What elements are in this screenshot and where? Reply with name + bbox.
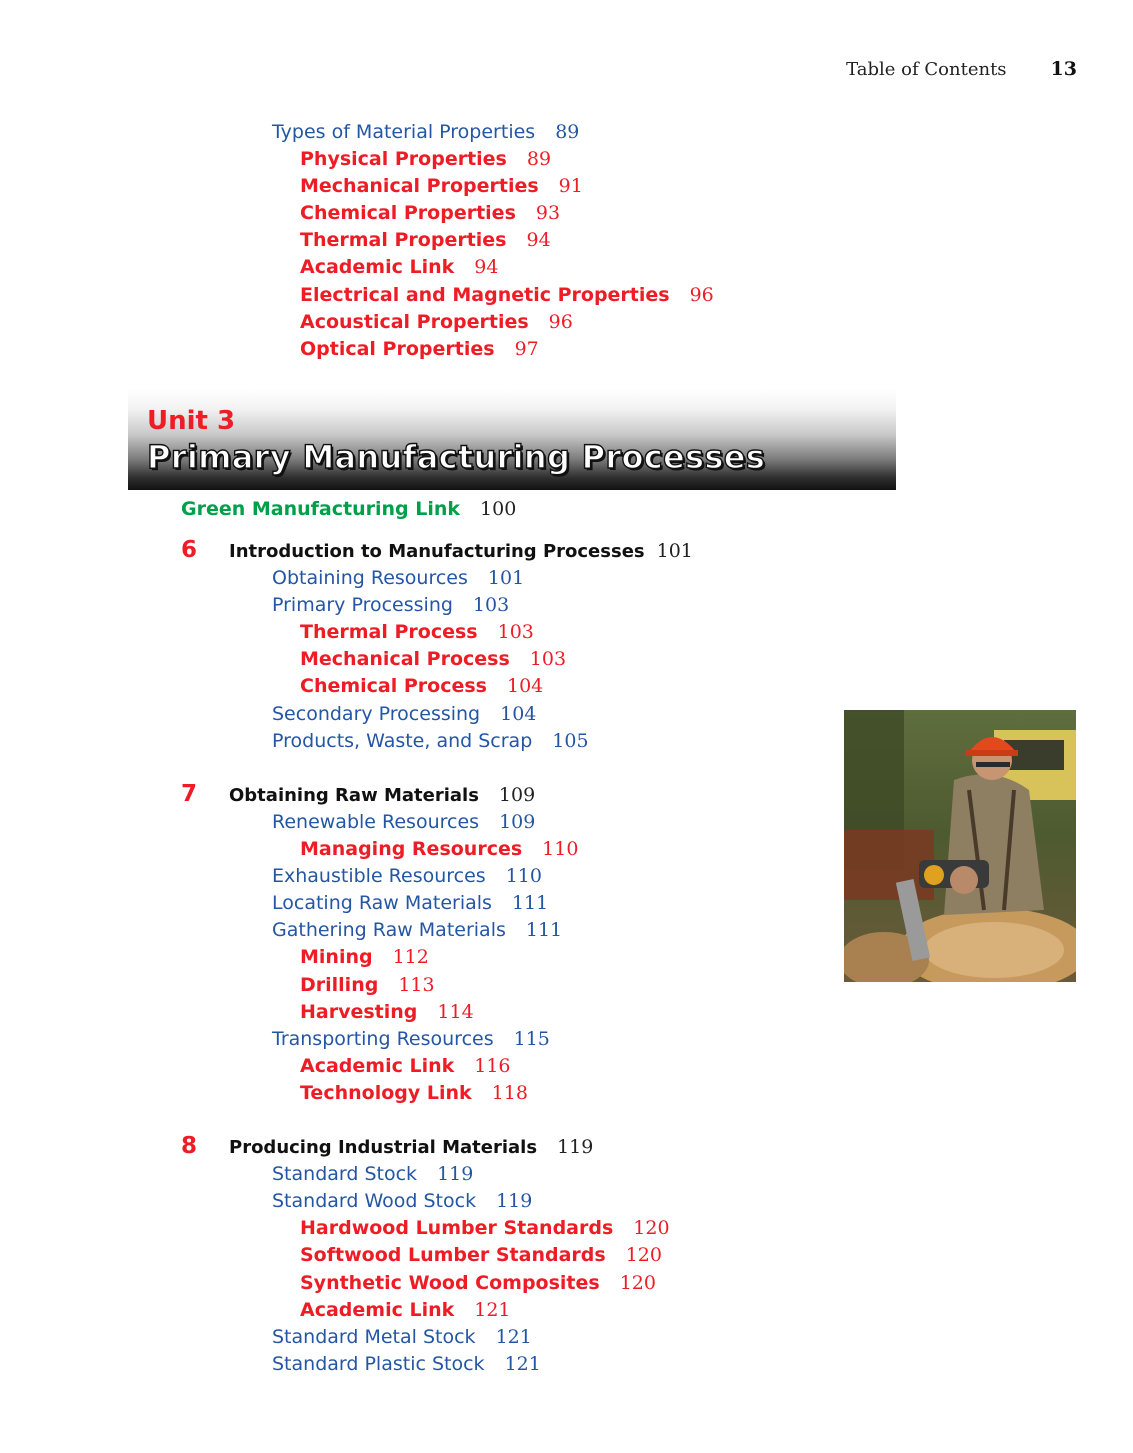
toc-entry[interactable] xyxy=(272,596,509,615)
toc-entry-page: 94 xyxy=(474,256,499,278)
toc-subentry[interactable] xyxy=(300,1219,670,1238)
toc-subentry[interactable] xyxy=(300,948,429,967)
toc-subentry[interactable] xyxy=(300,1003,474,1022)
toc-entry-page: 103 xyxy=(472,594,510,616)
toc-entry-label: Academic Link xyxy=(300,256,455,278)
toc-entry-page: 101 xyxy=(487,567,525,589)
toc-entry-label: Gathering Raw Materials xyxy=(272,919,506,941)
toc-entry-page: 97 xyxy=(514,338,539,360)
unit-banner xyxy=(128,389,896,490)
toc-entry-label: Thermal Process xyxy=(300,621,478,643)
toc-entry-page: 100 xyxy=(480,498,517,520)
toc-entry-page: 96 xyxy=(548,311,573,333)
chapter-page: 109 xyxy=(498,784,536,806)
toc-entry-label: Types of Material Properties xyxy=(272,121,536,143)
chapter-title: Introduction to Manufacturing Processes xyxy=(229,541,645,562)
toc-entry-label: Academic Link xyxy=(300,1299,455,1321)
toc-entry-label: Mining xyxy=(300,946,373,968)
toc-entry-label: Chemical Process xyxy=(300,675,487,697)
toc-subentry[interactable] xyxy=(300,204,560,223)
toc-entry-label: Mechanical Process xyxy=(300,648,510,670)
toc-entry-label: Renewable Resources xyxy=(272,811,480,833)
toc-subentry[interactable] xyxy=(300,340,539,359)
toc-entry-page: 120 xyxy=(625,1244,662,1266)
toc-entry[interactable] xyxy=(272,1355,541,1374)
toc-entry-label: Chemical Properties xyxy=(300,202,516,224)
toc-entry-label: Electrical and Magnetic Properties xyxy=(300,284,670,306)
toc-entry[interactable] xyxy=(272,1165,473,1184)
toc-entry-page: 120 xyxy=(633,1217,670,1239)
toc-entry-label: Transporting Resources xyxy=(272,1028,494,1050)
toc-entry-label: Hardwood Lumber Standards xyxy=(300,1217,614,1239)
toc-entry-page: 120 xyxy=(619,1272,656,1294)
toc-entry-page: 116 xyxy=(474,1055,511,1077)
chapter-title-entry[interactable] xyxy=(229,1138,593,1157)
toc-entry-page: 94 xyxy=(526,229,551,251)
toc-entry-label: Synthetic Wood Composites xyxy=(300,1272,600,1294)
toc-subentry[interactable] xyxy=(300,1274,656,1293)
toc-entry-label: Academic Link xyxy=(300,1055,455,1077)
logger-chainsaw-photo xyxy=(844,710,1076,982)
toc-entry-page: 113 xyxy=(398,974,435,996)
toc-entry-page: 109 xyxy=(499,811,536,833)
toc-subentry[interactable] xyxy=(300,840,578,859)
toc-entry-page: 115 xyxy=(513,1028,550,1050)
toc-entry-page: 119 xyxy=(496,1190,533,1212)
toc-entry-page: 91 xyxy=(558,175,583,197)
toc-entry-label: Locating Raw Materials xyxy=(272,892,492,914)
toc-subentry[interactable] xyxy=(300,313,573,332)
chapter-title: Obtaining Raw Materials xyxy=(229,785,479,806)
toc-entry-label: Harvesting xyxy=(300,1001,418,1023)
toc-entry-label: Secondary Processing xyxy=(272,703,481,725)
toc-entry[interactable] xyxy=(272,569,524,588)
toc-entry[interactable] xyxy=(272,813,535,832)
toc-entry[interactable] xyxy=(272,732,589,751)
toc-entry-label: Optical Properties xyxy=(300,338,495,360)
toc-entry-page: 110 xyxy=(542,838,579,860)
toc-entry-page: 104 xyxy=(500,703,537,725)
toc-entry[interactable] xyxy=(272,1328,532,1347)
chapter-title: Producing Industrial Materials xyxy=(229,1137,538,1158)
toc-subentry[interactable] xyxy=(300,150,551,169)
chapter-page: 101 xyxy=(656,540,693,562)
toc-entry-label: Physical Properties xyxy=(300,148,507,170)
toc-entry-label: Managing Resources xyxy=(300,838,523,860)
toc-entry-page: 111 xyxy=(525,919,563,941)
toc-entry[interactable] xyxy=(272,921,562,940)
toc-entry-label: Thermal Properties xyxy=(300,229,507,251)
toc-entry-label: Mechanical Properties xyxy=(300,175,539,197)
toc-entry[interactable] xyxy=(272,867,542,886)
unit-title: Primary Manufacturing Processes xyxy=(147,438,766,476)
toc-subentry[interactable] xyxy=(300,231,551,250)
toc-entry-label: Standard Plastic Stock xyxy=(272,1353,485,1375)
toc-entry-page: 89 xyxy=(526,148,552,170)
toc-entry-page: 121 xyxy=(504,1353,541,1375)
toc-entry-label: Acoustical Properties xyxy=(300,311,529,333)
toc-entry-label: Products, Waste, and Scrap xyxy=(272,730,533,752)
toc-entry[interactable] xyxy=(272,1192,532,1211)
chapter-title-entry[interactable] xyxy=(229,542,693,561)
toc-entry-label: Drilling xyxy=(300,974,379,996)
toc-entry[interactable] xyxy=(272,894,548,913)
toc-entry-page: 96 xyxy=(689,284,714,306)
running-head xyxy=(846,58,1077,80)
toc-subentry[interactable] xyxy=(300,1246,662,1265)
toc-entry-label: Standard Stock xyxy=(272,1163,418,1185)
running-head-title: Table of Contents xyxy=(846,59,1007,80)
toc-subentry[interactable] xyxy=(300,677,543,696)
toc-subentry[interactable] xyxy=(300,286,714,305)
toc-subentry[interactable] xyxy=(300,650,566,669)
toc-subentry[interactable] xyxy=(300,258,498,277)
chapter-title-entry[interactable] xyxy=(229,786,535,805)
toc-entry-page: 105 xyxy=(552,730,589,752)
green-manufacturing-link[interactable] xyxy=(181,500,516,519)
toc-entry-page: 89 xyxy=(555,121,580,143)
toc-subentry[interactable] xyxy=(300,177,583,196)
toc-entry-page: 114 xyxy=(437,1001,474,1023)
toc-subentry[interactable] xyxy=(300,623,534,642)
toc-entry-page: 93 xyxy=(535,202,561,224)
toc-entry-page: 104 xyxy=(507,675,544,697)
chapter-number: 8 xyxy=(181,1133,198,1159)
toc-entry-page: 119 xyxy=(437,1163,474,1185)
toc-entry-page: 110 xyxy=(505,865,542,887)
chapter-page: 119 xyxy=(557,1136,594,1158)
toc-entry-page: 111 xyxy=(511,892,549,914)
toc-entry-label: Standard Wood Stock xyxy=(272,1190,477,1212)
toc-subentry[interactable] xyxy=(300,1057,511,1076)
toc-entry-label: Obtaining Resources xyxy=(272,567,468,589)
toc-entry-page: 103 xyxy=(497,621,534,643)
toc-entry-page: 121 xyxy=(495,1326,532,1348)
unit-label: Unit 3 xyxy=(147,406,236,436)
toc-subentry[interactable] xyxy=(300,1084,528,1103)
toc-entry-label: Primary Processing xyxy=(272,594,453,616)
toc-entry-label: Exhaustible Resources xyxy=(272,865,486,887)
chapter-number: 7 xyxy=(181,781,198,807)
page-number: 13 xyxy=(1050,58,1077,80)
toc-entry-page: 112 xyxy=(392,946,429,968)
toc-entry-label: Technology Link xyxy=(300,1082,472,1104)
toc-entry[interactable] xyxy=(272,705,536,724)
toc-entry-label: Green Manufacturing Link xyxy=(181,498,461,520)
toc-entry-page: 121 xyxy=(474,1299,511,1321)
toc-entry[interactable] xyxy=(272,123,579,142)
toc-subentry[interactable] xyxy=(300,976,435,995)
chapter-number: 6 xyxy=(181,537,198,563)
toc-subentry[interactable] xyxy=(300,1301,511,1320)
toc-entry[interactable] xyxy=(272,1030,550,1049)
toc-entry-page: 118 xyxy=(491,1082,528,1104)
toc-entry-label: Standard Metal Stock xyxy=(272,1326,476,1348)
toc-entry-label: Softwood Lumber Standards xyxy=(300,1244,606,1266)
toc-entry-page: 103 xyxy=(529,648,567,670)
